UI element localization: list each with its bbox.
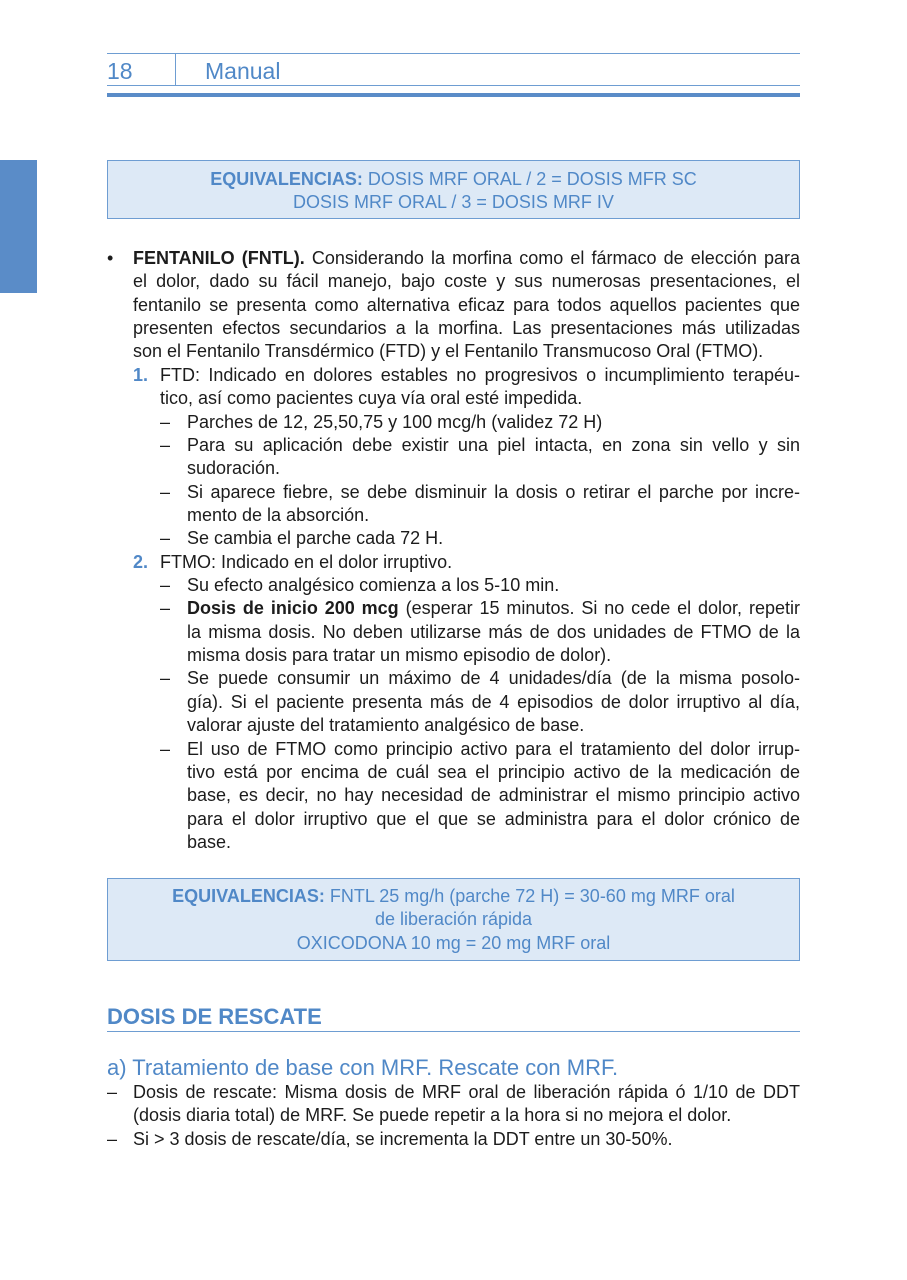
text-line: presenten efectos secundarios a la morfina. Las presentaciones más utilizadas (133, 318, 800, 339)
dash-marker: – (160, 598, 171, 619)
page-number: 18 (107, 58, 133, 84)
text-line: la misma dosis. No deben utilizarse más de dos unidades de FTMO de la (187, 621, 800, 642)
list-item (107, 1081, 800, 1128)
sub-item (160, 574, 800, 597)
text-line: Para su aplicación debe existir una piel intacta, en zona sin vello y sin (187, 434, 800, 455)
running-title: Manual (205, 58, 281, 84)
numbered-item-ftmo (133, 551, 800, 855)
equivalence-line (108, 168, 799, 191)
text-line: el dolor, dado su fácil manejo, bajo coste y sus numerosas presentaciones, el (133, 271, 800, 292)
text-line: base, es decir, no hay necesidad de administrar el mismo principio activo (187, 785, 800, 806)
dash-marker: – (160, 668, 171, 689)
text-line: valorar ajuste del tratamiento analgésico de base. (187, 715, 585, 736)
fentanilo-section (107, 247, 800, 854)
text-line: base. (187, 831, 232, 852)
sub-item (160, 411, 800, 434)
dash-marker: – (160, 738, 171, 759)
dash-marker: – (107, 1128, 118, 1149)
equivalences-box-2 (107, 878, 800, 961)
text-line: Si > 3 dosis de rescate/día, se incrementa la DDT entre un 30-50%. (133, 1128, 673, 1149)
equivalence-line (108, 885, 799, 908)
text-line (187, 597, 800, 620)
text-line: para el dolor irruptivo que el que se administra para el dolor crónico de (187, 808, 800, 829)
text-line: son el Fentanilo Transdérmico (FTD) y el Fentanilo Transmucoso Oral (FTMO). (133, 341, 764, 362)
equivalences-box-1 (107, 160, 800, 219)
section-heading-rule (107, 1031, 800, 1032)
item-number: 1. (133, 364, 149, 385)
sub-item (160, 434, 800, 481)
text-line (133, 247, 800, 270)
equivalence-label: EQUIVALENCIAS: (172, 886, 325, 906)
text-line: tivo está por encima de cuál sea el principio activo de la medicación de (187, 761, 800, 782)
equivalence-line: DOSIS MRF ORAL / 3 = DOSIS MRF IV (293, 192, 614, 213)
dash-marker: – (160, 528, 171, 549)
text-line: gía). Si el paciente presenta más de 4 episodios de dolor irruptivo al día, (187, 691, 800, 712)
text-span: (esperar 15 minutos. Si no cede el dolor, repetir (405, 598, 800, 619)
text-line: tico, así como pacientes cuya vía oral esté impedida. (160, 388, 583, 409)
text-line: El uso de FTMO como principio activo para el tratamiento del dolor irrup- (187, 738, 800, 759)
text-line: sudoración. (187, 458, 281, 479)
sub-item (160, 481, 800, 528)
dash-marker: – (160, 434, 171, 455)
equivalence-line: OXICODONA 10 mg = 20 mg MRF oral (296, 932, 611, 953)
rescate-list (107, 1081, 800, 1151)
text-line: FTMO: Indicado en el dolor irruptivo. (160, 551, 453, 572)
text-line: Parches de 12, 25,50,75 y 100 mcg/h (validez 72 H) (187, 411, 603, 432)
header-rule-thick (107, 93, 800, 97)
subsection-heading: a) Tratamiento de base con MRF. Rescate con MRF. (107, 1055, 619, 1080)
numbered-item-ftd (133, 364, 800, 551)
text-line: fentanilo se presenta como alternativa eficaz para todos aquellos pacientes que (133, 294, 800, 315)
text-line: FTD: Indicado en dolores estables no progresivos o incumplimiento terapéu- (160, 364, 800, 385)
text-line: Si aparece fiebre, se debe disminuir la dosis o retirar el parche por incre- (187, 481, 800, 502)
sub-item (160, 597, 800, 667)
equivalence-label: EQUIVALENCIAS: (210, 169, 363, 189)
text-line: (dosis diaria total) de MRF. Se puede repetir a la hora si no mejora el dolor. (133, 1105, 732, 1126)
bullet-marker: • (107, 248, 114, 268)
header-rule-top (107, 53, 800, 54)
initial-dose-label: Dosis de inicio 200 mcg (187, 598, 399, 619)
dash-marker: – (107, 1082, 118, 1102)
list-item (107, 1128, 800, 1151)
header-rule-bottom (107, 85, 800, 86)
section-heading: DOSIS DE RESCATE (107, 1004, 322, 1029)
dash-marker: – (160, 411, 171, 432)
sub-item (160, 527, 800, 550)
text-line: Se cambia el parche cada 72 H. (187, 528, 444, 549)
chapter-side-tab (0, 160, 37, 293)
fentanilo-title: FENTANILO (FNTL). (133, 248, 305, 268)
equivalence-line: de liberación rápida (374, 909, 533, 930)
item-number: 2. (133, 551, 149, 572)
text-line: Dosis de rescate: Misma dosis de MRF oral de liberación rápida ó 1/10 de DDT (133, 1082, 800, 1102)
text-line: Su efecto analgésico comienza a los 5-10 min. (187, 575, 560, 596)
equivalence-text: DOSIS MRF ORAL / 2 = DOSIS MFR SC (367, 169, 697, 189)
text-line: mento de la absorción. (187, 504, 370, 525)
header-divider (175, 53, 176, 85)
dash-marker: – (160, 481, 171, 502)
text-line: Se puede consumir un máximo de 4 unidades/día (de la misma posolo- (187, 668, 800, 689)
sub-item (160, 738, 800, 855)
text-line: misma dosis para tratar un mismo episodio de dolor). (187, 645, 612, 666)
sub-item (160, 667, 800, 737)
equivalence-text: FNTL 25 mg/h (parche 72 H) = 30-60 mg MRF oral (329, 886, 735, 906)
text-span: Considerando la morfina como el fármaco de elección para (311, 248, 800, 268)
dash-marker: – (160, 575, 171, 596)
fentanilo-bullet-item (107, 247, 800, 854)
